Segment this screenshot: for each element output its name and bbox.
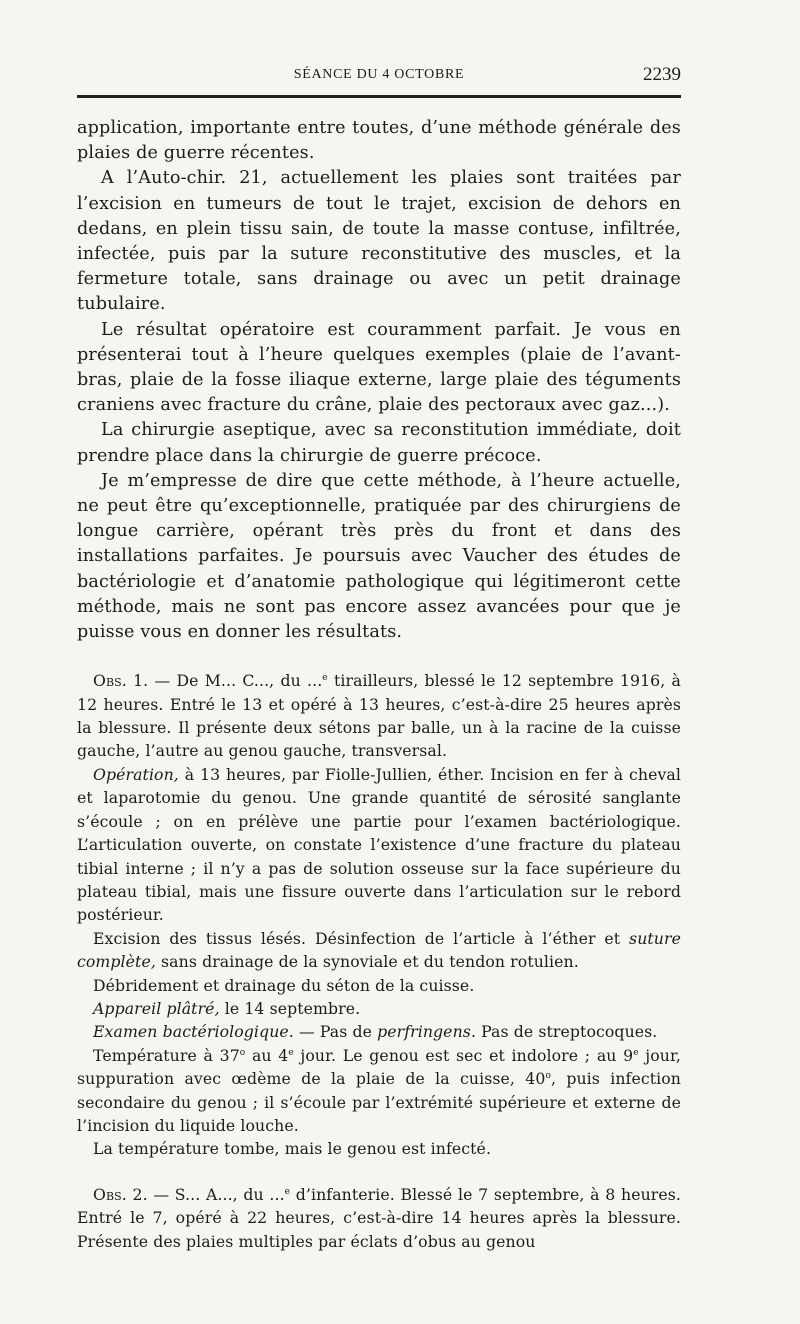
obs1-intro-superscript: e bbox=[322, 673, 328, 684]
paragraph: La chirurgie aseptique, avec sa reconstitution immédiate, doit prendre place dans la chirurgie de guerre précoce. bbox=[77, 420, 681, 466]
obs1-intro-text-b: tirailleurs, blessé le 12 septembre 1916, à 12 heures. Entré le 13 et opéré à 13 heures, c’est-à-dire 25 heures après la blessure. Il présente deux sétons par balle, un à la racine de la cuisse gauche, l’autre au genou gauche, transversal. bbox=[77, 671, 681, 761]
page-number: 2239 bbox=[643, 64, 681, 85]
ordinal-superscript: e bbox=[633, 1047, 639, 1058]
obs2-label: Obs. 2. bbox=[93, 1184, 148, 1204]
appareil-label: Appareil plâtré, bbox=[93, 998, 220, 1018]
observation-2 bbox=[77, 1183, 681, 1253]
perfringens: perfringens bbox=[377, 1022, 471, 1042]
obs1-temperature bbox=[77, 1044, 681, 1138]
paragraph: Le résultat opératoire est couramment parfait. Je vous en présenterai tout à l’heure quelques exemples (plaie de l’avant-bras, plaie de la fosse iliaque externe, large plaie des téguments craniens avec fracture du crâne, plaie des pectoraux avec gaz...). bbox=[77, 319, 681, 416]
exam-text-b: . Pas de streptocoques. bbox=[470, 1022, 658, 1042]
degree-sign: o bbox=[239, 1047, 246, 1058]
page bbox=[77, 64, 681, 1253]
obs1-appareil bbox=[77, 997, 681, 1020]
header-rule bbox=[77, 95, 681, 98]
running-title: SÉANCE DU 4 OCTOBRE bbox=[293, 67, 465, 82]
temp-text: jour, suppuration avec œdème de la plaie de la cuisse, 40 bbox=[77, 1045, 681, 1089]
appareil-text: le 14 septembre. bbox=[219, 998, 361, 1018]
temp-text: au 4 bbox=[245, 1045, 289, 1065]
operation-text: à 13 heures, par Fiolle-Jullien, éther. Incision en fer à cheval et laparotomie du genou. Une grande quantité de sérosité sanglante s’écoule ; on en prélève une partie pour l’examen bactériologique. L’articulation ouverte, on constate l’existence d’une fracture du plateau tibial interne ; il n’y a pas de solution osseuse sur la face supérieure du plateau tibial, mais une fissure ouverte dans l’articulation sur le rebord postérieur. bbox=[77, 764, 681, 925]
paragraph: Je m’empresse de dire que cette méthode, à l’heure actuelle, ne peut être qu’exceptionnelle, pratiquée par des chirurgiens de longue carrière, opérant très près du front et dans des installations parfaites. Je poursuis avec Vaucher des études de bactériologie et d’anatomie pathologique qui légitimeront cette méthode, mais ne sont pas encore assez avancées pour que je puisse vous en donner les résultats. bbox=[77, 470, 681, 643]
obs1-exam bbox=[77, 1020, 681, 1043]
ordinal-superscript: e bbox=[288, 1047, 294, 1058]
paragraph: application, importante entre toutes, d’une méthode générale des plaies de guerre récentes. bbox=[77, 118, 681, 164]
obs1-intro-text: — De M... C..., du ... bbox=[148, 671, 323, 691]
obs1-excision bbox=[77, 927, 681, 974]
obs2-intro-superscript: e bbox=[284, 1186, 291, 1197]
obs1-intro bbox=[77, 669, 681, 763]
suture-label: suture complète, bbox=[77, 928, 681, 972]
obs1-label: Obs. 1. bbox=[93, 671, 149, 691]
obs1-operation bbox=[77, 763, 681, 927]
obs2-intro-text-b: d’infanterie. Blessé le 7 septembre, à 8 heures. Entré le 7, opéré à 22 heures, c’est-à-dire 14 heures après la blessure. Présente des plaies multiples par éclats d’obus au genou bbox=[77, 1184, 681, 1251]
operation-label: Opération, bbox=[93, 764, 179, 784]
observation-1 bbox=[77, 669, 681, 1161]
exam-text: — Pas de bbox=[293, 1022, 378, 1042]
obs1-fall: La température tombe, mais le genou est infecté. bbox=[93, 1139, 492, 1159]
obs2-intro bbox=[77, 1183, 681, 1253]
temp-text: , puis infection secondaire du genou ; il s’écoule par l’extrémité supérieure et externe de l’incision du liquide louche. bbox=[77, 1069, 681, 1135]
excision-text: Excision des tissus lésés. Désinfection de l’article à l’éther et bbox=[93, 928, 630, 948]
temp-text: jour. Le genou est sec et indolore ; au 9 bbox=[293, 1045, 634, 1065]
paragraph: A l’Auto-chir. 21, actuellement les plaies sont traitées par l’excision en tumeurs de tout le trajet, excision de dehors en dedans, en plein tissu sain, de toute la masse contuse, infiltrée, infectée, puis par la suture reconstitutive des muscles, et la fermeture totale, sans drainage ou avec un petit drainage tubulaire. bbox=[77, 168, 681, 315]
excision-text-b: sans drainage de la synoviale et du tendon rotulien. bbox=[155, 952, 579, 972]
obs1-debridement: Débridement et drainage du séton de la cuisse. bbox=[93, 975, 475, 995]
main-text bbox=[77, 116, 681, 645]
degree-sign: o bbox=[545, 1071, 551, 1082]
obs2-intro-text: — S... A..., du ... bbox=[147, 1184, 285, 1204]
temp-text: Température à 37 bbox=[93, 1045, 240, 1065]
running-head bbox=[77, 64, 681, 86]
exam-label: Examen bactériologique. bbox=[93, 1022, 294, 1042]
